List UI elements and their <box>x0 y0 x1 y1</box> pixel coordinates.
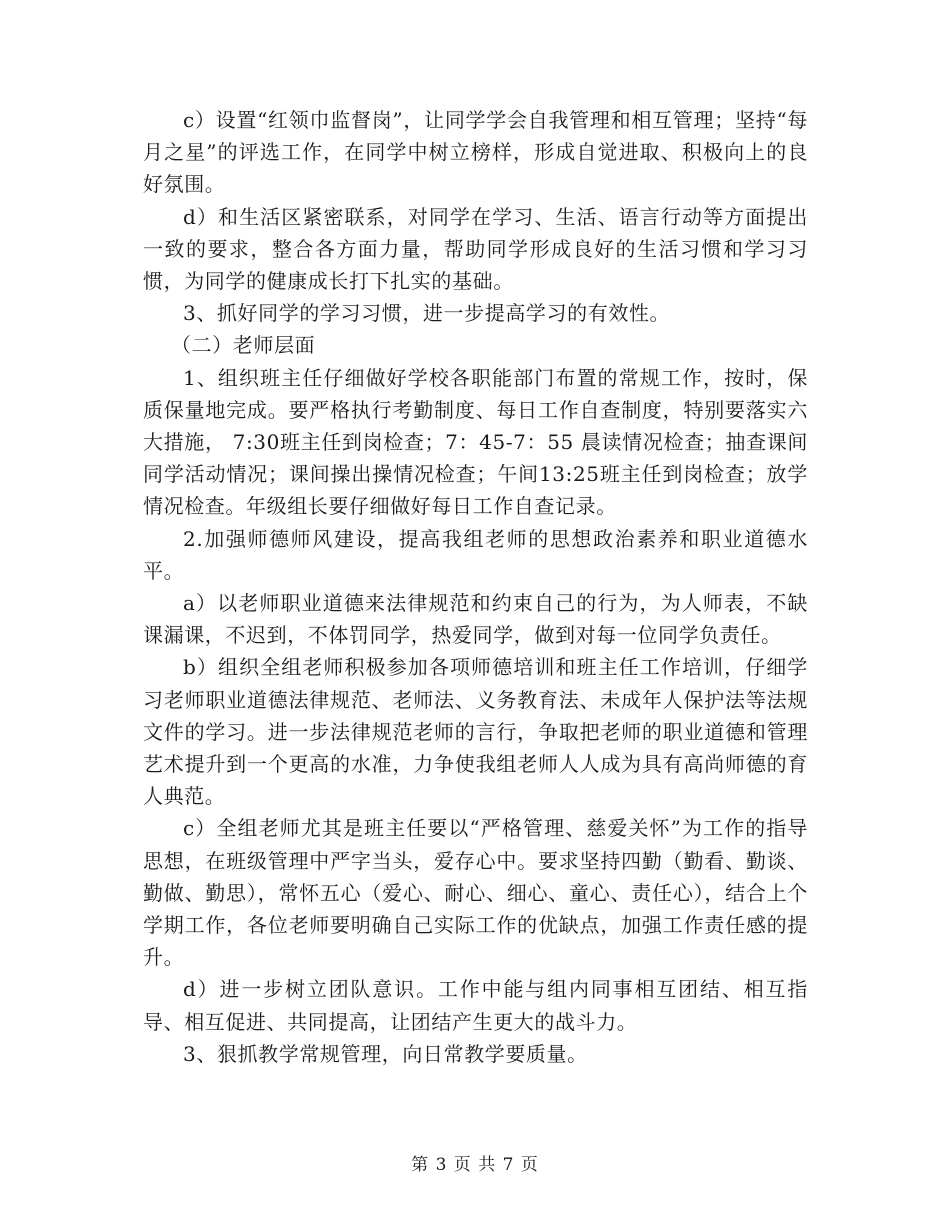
page-number-footer: 第 3 页 共 7 页 <box>411 1155 539 1175</box>
paragraph-3-study-habits: 3、抓好同学的学习习惯，进一步提高学习的有效性。 <box>183 301 671 326</box>
paragraph-3-teaching-routine: 3、狠抓教学常规管理，向日常教学要质量。 <box>183 1041 588 1066</box>
paragraph-d-teamwork: d）进一步树立团队意识。工作中能与组内同事相互团结、相互指导、相互促进、共同提高，让团结产生更大的战斗力。 <box>143 977 808 1034</box>
paragraph-2-ethics: 2.加强师德师风建设，提高我组老师的思想政治素养和职业道德水平。 <box>143 526 808 583</box>
section-heading-teachers: （二）老师层面 <box>171 333 316 358</box>
paragraph-c-management: c）全组老师尤其是班主任要以“严格管理、慈爱关怀”为工作的指导思想，在班级管理中严字当头，爱存心中。要求坚持四勤（勤看、勤谈、勤做、勤思），常怀五心（爱心、耐心、细心、童心、责任心），结合上个学期工作，各位老师要明确自己实际工作的优缺点，加强工作责任感的提升。 <box>143 816 808 970</box>
paragraph-d-living-area: d）和生活区紧密联系，对同学在学习、生活、语言行动等方面提出一致的要求，整合各方面力量，帮助同学形成良好的生活习惯和学习习惯，为同学的健康成长打下扎实的基础。 <box>143 204 808 294</box>
paragraph-1-routine-work: 1、组织班主任仔细做好学校各职能部门布置的常规工作，按时，保质保量地完成。要严格执行考勤制度、每日工作自查制度，特别要落实六大措施， 7:30班主任到岗检查；7：45-7：55 晨读情况检查；抽查课间同学活动情况；课间操出操情况检查；午间13:25班主任到岗检查；放学情况检查。年级组长要仔细做好每日工作自查记录。 <box>143 365 808 519</box>
paragraph-c-red-scarf: c）设置“红领巾监督岗”，让同学学会自我管理和相互管理；坚持“每月之星”的评选工作，在同学中树立榜样，形成自觉进取、积极向上的良好氛围。 <box>143 108 808 197</box>
paragraph-b-training: b）组织全组老师积极参加各项师德培训和班主任工作培训，仔细学习老师职业道德法律规范、老师法、义务教育法、未成年人保护法等法规文件的学习。进一步法律规范老师的言行，争取把老师的职业道德和管理艺术提升到一个更高的水准，力争使我组老师人人成为具有高尚师德的育人典范。 <box>143 655 808 809</box>
paragraph-a-conduct: a）以老师职业道德来法律规范和约束自己的行为，为人师表，不缺课漏课，不迟到，不体罚同学，热爱同学，做到对每一位同学负责任。 <box>143 591 808 648</box>
document-body <box>143 104 808 1070</box>
